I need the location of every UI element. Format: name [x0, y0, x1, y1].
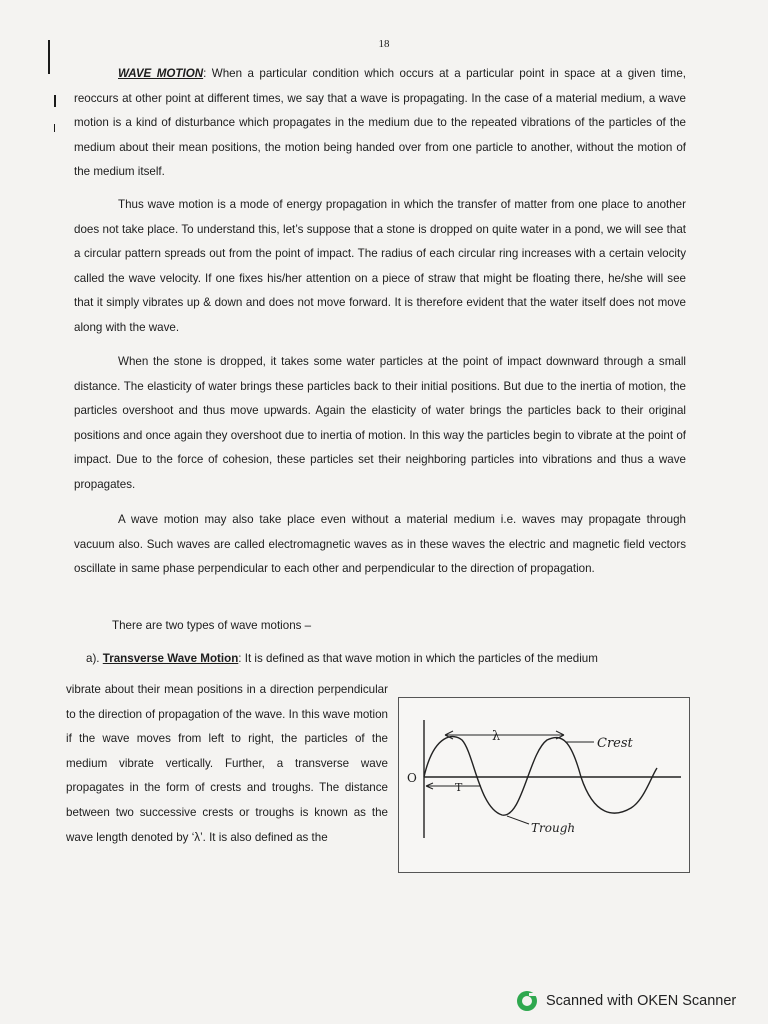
paragraph-electromagnetic: A wave motion may also take place even without a material medium i.e. waves may propagate through vacuum also. Such waves are called electromagnetic waves as in these waves the electric and magnetic field vectors oscillate in same phase perpendicular to each other and perpendicular to the direction of propagation.: [74, 513, 686, 576]
transverse-description: vibrate about their mean positions in a direction perpendicular to the direction of propagation of the wave. In this wave motion if the wave moves from left to right, the particles of the medium vibrate vertically. Further, a transverse wave propagates in the form of crests and troughs. The distance between two successive crests or troughs is known as the wave length denoted by ‘λ’. It is also defined as the: [66, 683, 388, 844]
scanner-watermark: [516, 990, 736, 1012]
wave-figure: [399, 698, 689, 872]
trough-label: Trough: [531, 821, 576, 835]
section-heading: WAVE MOTION: [118, 67, 204, 80]
crest-label: Crest: [597, 736, 633, 751]
period-label: T: [455, 781, 463, 794]
body-text: [74, 62, 686, 185]
scan-margin-mark: [54, 124, 55, 132]
page-number: 18: [378, 38, 390, 50]
transverse-wave-diagram: [398, 697, 690, 873]
body-text: [74, 508, 686, 582]
scan-margin-mark: [54, 95, 56, 107]
paragraph-energy-propagation: Thus wave motion is a mode of energy propagation in which the transfer of matter from one place to another does not take place. To understand this, let’s suppose that a stone is dropped on quite water in a pond, we will see that a circular pattern spreads out from the point of impact. The radius of each circular ring increases with a certain velocity called the wave velocity. If one fixes his/her attention on a piece of straw that might be floating there, he/she will see that it simply vibrates up & down and does not move forward. It is therefore evident that the water itself does not move along with the wave.: [74, 198, 686, 334]
oken-scanner-logo-icon: [516, 990, 538, 1012]
wavelength-label: λ: [492, 729, 501, 744]
body-text: [74, 193, 686, 341]
types-intro: There are two types of wave motions –: [112, 619, 312, 632]
body-text: [74, 350, 686, 498]
paragraph-text: : When a particular condition which occurs at a particular point in space at a given time, reoccurs at other point at different times, we say that a wave is propagating. In the case of a material medium, a wave motion is a kind of disturbance which propagates in the medium due to the repeated vibrations of the particles of the medium about their mean positions, the motion being handed over from one particle to another, without the motion of the medium itself.: [74, 67, 687, 179]
definition-text: : It is defined as that wave motion in which the particles of the medium: [238, 652, 598, 665]
paragraph-wave-motion: [74, 62, 686, 185]
list-marker: a).: [86, 652, 103, 665]
scanner-text: Scanned with OKEN Scanner: [546, 993, 737, 1009]
paragraph-stone-dropped: When the stone is dropped, it takes some water particles at the point of impact downward through a small distance. The elasticity of water brings these particles back to their initial positions. But due to the inertia of motion, the particles overshoot and thus move upwards. Again the elasticity of water brings the particles back to their original positions and once again they overshoot due to inertia of motion. In this way the particles begin to vibrate at the point of impact. Due to the force of cohesion, these particles set their neighboring particles into vibrations and thus a wave propagates.: [74, 355, 686, 491]
origin-label: O: [407, 771, 417, 785]
transverse-term: Transverse Wave Motion: [102, 652, 239, 665]
trough-pointer: [507, 816, 529, 824]
transverse-definition-line: [86, 652, 686, 665]
